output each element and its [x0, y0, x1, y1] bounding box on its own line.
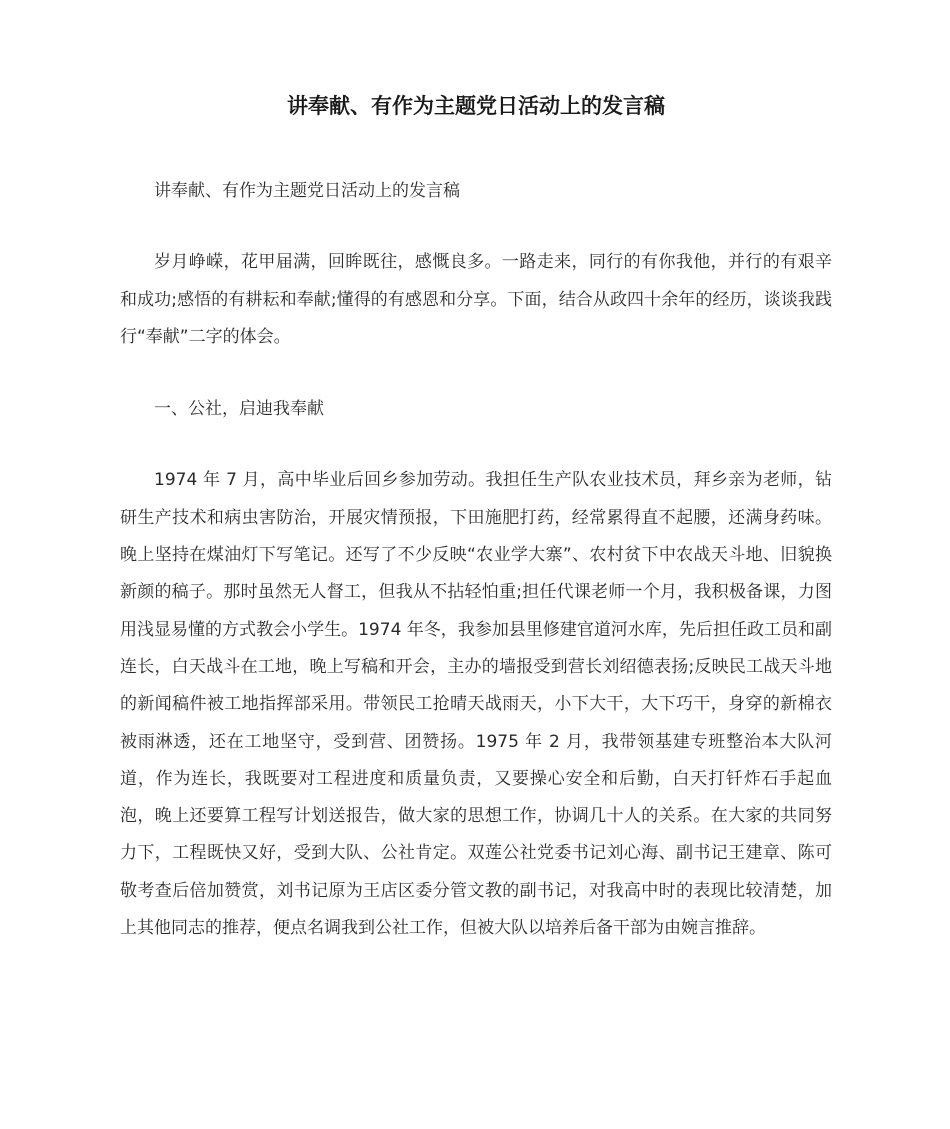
intro-paragraph: 岁月峥嵘，花甲届满，回眸既往，感慨良多。一路走来，同行的有你我他，并行的有艰辛和成功;感悟的有耕耘和奉献;懂得的有感恩和分享。下面，结合从政四十余年的经历，谈谈我践行“奉献”二字的体会。	[120, 252, 832, 347]
section-heading: 一、公社，启迪我奉献	[154, 399, 324, 420]
body-paragraph: 1974 年 7 月，高中毕业后回乡参加劳动。我担任生产队农业技术员，拜乡亲为老师，钻研生产技术和病虫害防治，开展灾情预报，下田施肥打药，经常累得直不起腰，还满身药味。晚上坚持在煤油灯下写笔记。还写了不少反映“农业学大寨”、农村贫下中农战天斗地、旧貌换新颜的稿子。那时虽然无人督工，但我从不拈轻怕重;担任代课老师一个月，我积极备课，力图用浅显易懂的方式教会小学生。1974 年冬，我参加县里修建官道河水库，先后担任政工员和副连长，白天战斗在工地，晚上写稿和开会，主办的墙报受到营长刘绍德表扬;反映民工战天斗地的新闻稿件被工地指挥部采用。带领民工抢晴天战雨天，小下大干，大下巧干，身穿的新棉衣被雨淋透，还在工地坚守，受到营、团赞扬。1975 年 2 月，我带领基建专班整治本大队河道，作为连长，我既要对工程进度和质量负责，又要操心安全和后勤，白天打钎炸石手起血泡，晚上还要算工程写计划送报告，做大家的思想工作，协调几十人的关系。在大家的共同努力下，工程既快又好，受到大队、公社肯定。双莲公社党委书记刘心海、副书记王建章、陈可敬考查后倍加赞赏，刘书记原为王店区委分管文教的副书记，对我高中时的表现比较清楚，加上其他同志的推荐，便点名调我到公社工作，但被大队以培养后备干部为由婉言推辞。	[120, 470, 832, 939]
document-title: 讲奉献、有作为主题党日活动上的发言稿	[287, 94, 665, 118]
subtitle-paragraph: 讲奉献、有作为主题党日活动上的发言稿	[154, 181, 460, 201]
